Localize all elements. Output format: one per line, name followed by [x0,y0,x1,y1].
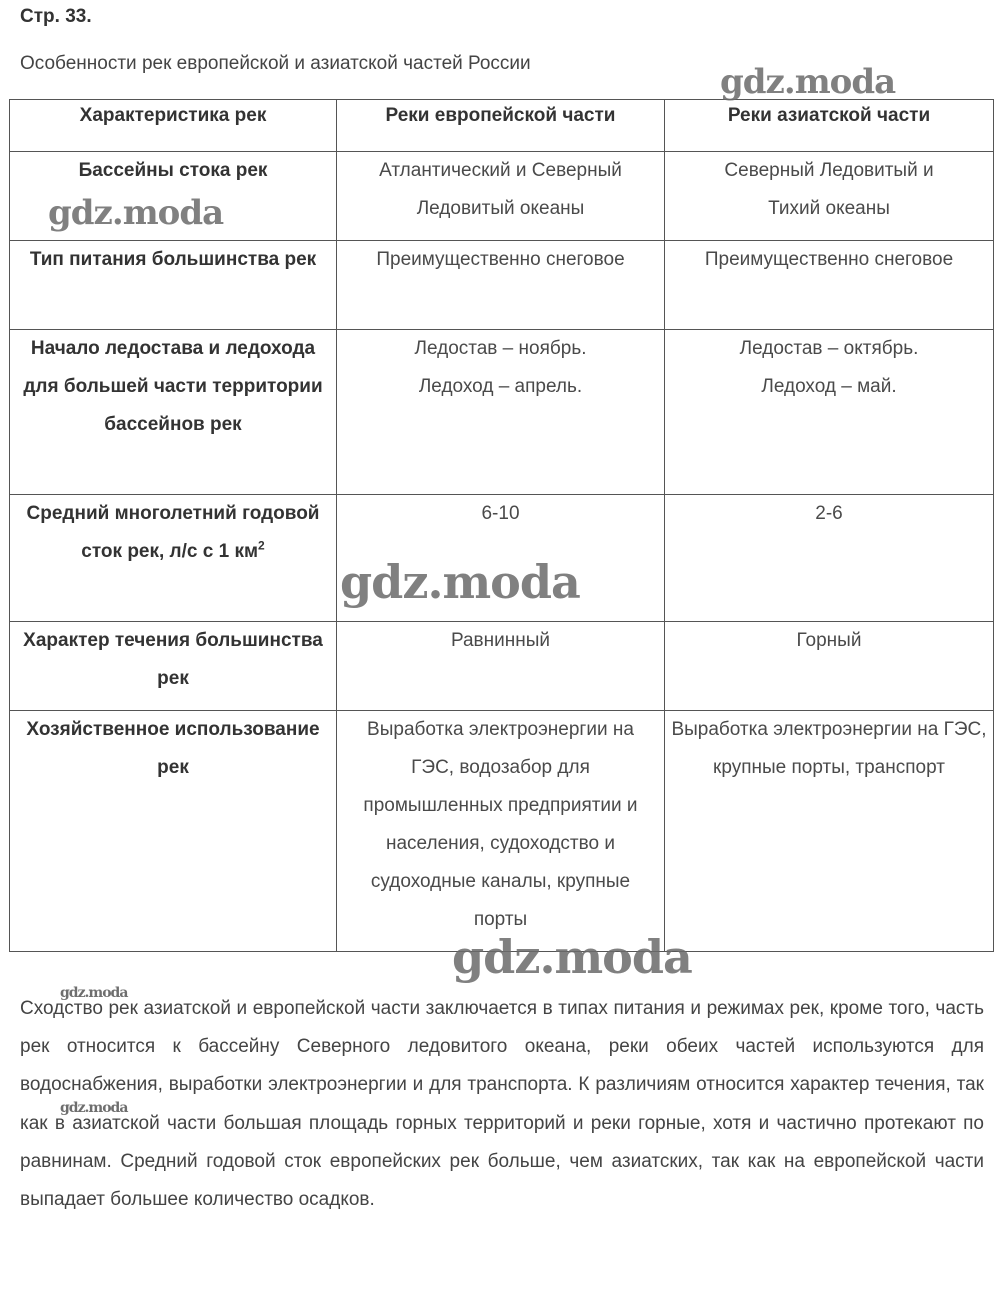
row-characteristic: Характер течения большинства рек [10,622,337,711]
table-row [10,152,994,241]
row-asia-value [665,152,994,241]
cell-line: 2-6 [815,503,843,524]
watermark-logo: gdz.moda [720,62,896,102]
row-asia-value [665,330,994,495]
page-number: Стр. 33. [20,6,92,27]
header-europe: Реки европейской части [337,100,665,152]
row-europe-value [337,241,665,330]
row-asia-value [665,711,994,952]
table-row [10,622,994,711]
cell-line: Северный Ледовитый и [724,160,934,181]
section-title: Особенности рек европейской и азиатской частей России [20,53,531,74]
cell-line: Ледостав – октябрь. [739,338,919,359]
rivers-comparison-table [9,99,994,952]
row-europe-value [337,711,665,952]
cell-line: Выработка электроэнергии на ГЭС, водозабор для промышленных предприятии и населения, судоходство и судоходные каналы, крупные порты [363,719,638,930]
row-characteristic: Бассейны стока рек [10,152,337,241]
table-header-row [10,100,994,152]
superscript: 2 [258,538,265,553]
cell-line: Тихий океаны [768,198,890,219]
row-asia-value [665,495,994,622]
row-characteristic: Тип питания большинства рек [10,241,337,330]
watermark-logo: gdz.moda [340,555,580,609]
cell-line: Преимущественно снеговое [704,249,954,270]
cell-line: Ледовитый океаны [416,198,585,219]
watermark-logo: gdz.moda [60,1100,128,1116]
table-row [10,241,994,330]
cell-line: 6-10 [481,503,520,524]
table-row [10,330,994,495]
row-europe-value [337,495,665,622]
watermark-logo: gdz.moda [48,193,224,233]
runoff-label: Средний многолетний годовой сток рек, л/с с 1 км [26,503,320,562]
row-asia-value [665,241,994,330]
row-asia-value [665,622,994,711]
cell-line: Преимущественно снеговое [376,249,625,270]
cell-line: Выработка электроэнергии на ГЭС, крупные порты, транспорт [671,719,987,778]
row-europe-value [337,330,665,495]
table-row [10,711,994,952]
table-row [10,495,994,622]
row-characteristic [10,495,337,622]
cell-line: Горный [796,630,862,651]
row-characteristic: Хозяйственное использование рек [10,711,337,952]
watermark-logo: gdz.moda [452,930,692,984]
header-asia: Реки азиатской части [665,100,994,152]
row-europe-value [337,152,665,241]
row-characteristic: Начало ледостава и ледохода для большей части территории бассейнов рек [10,330,337,495]
row-europe-value [337,622,665,711]
cell-line: Атлантический и Северный [379,160,622,181]
cell-line: Ледоход – апрель. [418,376,583,397]
header-characteristic: Характеристика рек [10,100,337,152]
cell-line: Равнинный [450,630,551,651]
cell-line: Ледостав – ноябрь. [414,338,587,359]
watermark-logo: gdz.moda [60,985,128,1001]
summary-paragraph: Сходство рек азиатской и европейской части заключается в типах питания и режимах рек, кроме того, часть рек относится к бассейну Северного ледовитого океана, реки обеих частей используются для водоснабжения, выработки электроэнергии и для транспорта. К различиям относится характер течения, так как в азиатской части большая площадь горных территорий и реки горные, хотя и частично протекают по равнинам. Средний годовой сток европейских рек больше, чем азиатских, так как на европейской части выпадает большее количество осадков. [20,998,984,1211]
cell-line: Ледоход – май. [761,376,897,397]
